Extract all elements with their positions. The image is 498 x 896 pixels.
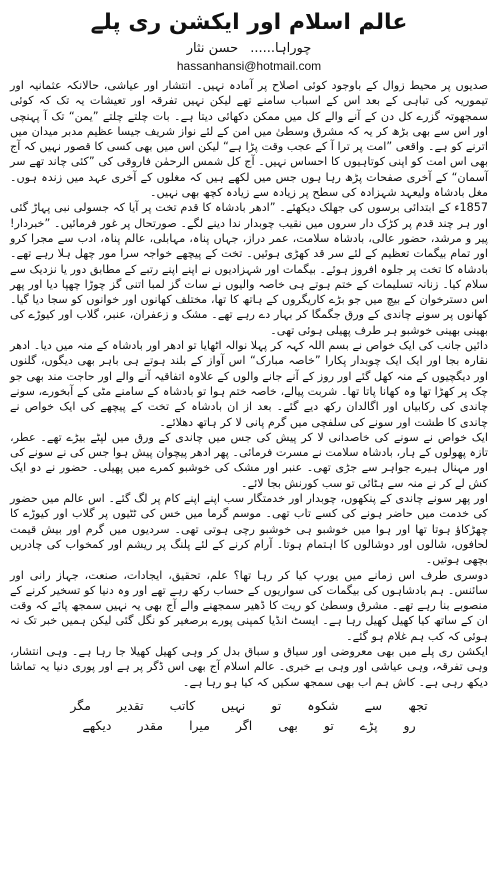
verse-word: میرا xyxy=(189,717,210,733)
paragraph: 1857ء کے ابتدائی برسوں کی جھلک دیکھئے۔ ”ادھر بادشاہ کا قدم تخت پر آیا کہ جسولی نبی پہاڑ گئی اور ہر چند قدم پر کڑک دار سروں میں نقیب چوبدار ندا دینے لگے۔ صورتحال پر غور فرمائیں۔ ”خبردار! پیر و مرشد، حضور عالی، بادشاہ سلامت، عمر دراز، جہاں پناہ، مہابلی، عالم پناہ، ادب سے مجرا کرو اور تمام بیگمات تعظیم کے لئے سر قد کھڑی ہوئیں۔ تخت کے پیچھے خواجہ سرا مور چھل ہلا رہے تھے۔ بادشاہ کا تخت پر جلوہ افروز ہوئے۔ بیگمات اور شہزادیوں نے اپنے اپنے رتبے کے مطابق دور یا نزدیک سے سلام کیا۔ زنانہ تسلیمات کے ختم ہوتے ہی خاصہ والیوں نے سات گز لمبا اتنی گز چوڑا چھپا دیا اور پھر اس دسترخوان کے بیچ میں جو بڑے کاریگروں کے ہاتھ کا تھا، مختلف کھانوں اور خوانوں کو سجا دیا گیا۔ کھانوں پر سونے چاندی کے ورق جگمگا کر بہار دے رہے تھے۔ مشک و زعفران، عنبر، گلاب اور کیوڑے کی بھینی بھینی خوشبو ہر طرف پھیلی ہوئی تھی۔ xyxy=(10,201,488,337)
paragraph: اور پھر سونے چاندی کے پنکھوں، چوبدار اور خدمتگار سب اپنے اپنے کام پر لگ گئے۔ اس عالم میں حضور کی خدمت میں حاضر ہونے کی کسے تاب تھی۔ موسم گرما میں خس کی ٹٹیوں پر گلاب اور کیوڑے کا چھڑکاؤ ہوتا تھا اور ہوا میں خوشبو ہی خوشبو رچی ہوتی تھی۔ سردیوں میں گرم اور بیش قیمت لحافوں، شالوں اور دوشالوں کا اہتمام ہوتا۔ آرام کرنے کے لئے پلنگ پر ریشم اور کمخواب کی چادریں بچھی ہوتیں۔ xyxy=(10,492,488,567)
verse-word: سے xyxy=(364,697,383,713)
byline xyxy=(10,40,488,58)
author-email[interactable]: hassanhansi@hotmail.com xyxy=(176,59,322,73)
verse-word: پڑے xyxy=(359,717,378,733)
verse-word: دیکھے xyxy=(82,717,112,733)
article-body xyxy=(10,78,488,690)
author-name: حسن نثار xyxy=(186,41,239,56)
paragraph: دائیں جانب کی ایک خواص نے بسم اللہ کہہ کر پہلا نوالہ اٹھایا تو ادھر اور بادشاہ کے منہ میں دیا۔ ادھر نقارہ بجا اور ایک ایک چوبدار پکارا ”خاصہ مبارک“ اس آواز کے بلند ہوتے ہی باہر بھی دیگوں، گلنوں اور دیگچیوں کے منہ کھل گئے اور روز کے آنے جانے والوں کے علاوہ اتفاقیہ آنے والے اور حاجت مند بھی جو چک پر کھڑا تھا وہ کھانا پاتا تھا۔ شربت پیالے، خاصہ ختم ہوا تو بادشاہ کے سامنے مٹی کے آبخورے، سونے چاندی کی رکابیاں اور اگالدان رکھ دیے گئے۔ بعد از ان بادشاہ کے تخت کے پیچھے کی ایک خواص نے چاندی کا طشت اور سونے کی سلفچی میں گرم پانی لا کر ہاتھ دھلائے۔ xyxy=(10,339,488,429)
verse-line-2 xyxy=(10,716,488,736)
verse-word: بھی xyxy=(278,717,298,733)
paragraph: ایکشن ری پلے میں بھی معروضی اور سیاق و سباق بدل کر وہی کھیل کھیلا جا رہا ہے۔ وہی انتشار، وہی تفرقہ، وہی عیاشی اور وہی بے خبری۔ عالم اسلام آج بھی اس ڈگر پر ہے اور پوری دنیا یہ تماشا دیکھ رہی ہے۔ کاش ہم اب بھی سمجھ سکیں کہ کیا ہو رہا ہے۔ xyxy=(10,644,488,689)
closing-verse xyxy=(10,696,488,736)
verse-word: مقدر xyxy=(137,717,164,733)
verse-word: کاتب xyxy=(169,697,196,713)
verse-word: تقدیر xyxy=(116,697,144,713)
verse-word: مگر xyxy=(70,697,91,713)
paragraph: ایک خواص نے سونے کی خاصدانی لا کر پیش کی جس میں چاندی کے ورق میں لپٹے بیڑے تھے۔ عطر، تازہ پھولوں کے ہار، بادشاہ سلامت نے مسرت فرمائی۔ پھر ادھر پیچوان پیش ہوا جس کی نے سونے کی اور مہنال ہیرے جواہر سے جڑی تھی۔ عنبر اور مشک کی خوشبو کمرے میں پھیلی۔ حضور نے دو ایک کش لے کر نے منہ سے ہٹائی تو سب کورنش بجا لائے۔ xyxy=(10,430,488,490)
verse-word: شکوہ xyxy=(307,697,339,713)
verse-word: رو xyxy=(403,717,416,733)
article-title: عالم اسلام اور ایکشن ری پلے xyxy=(90,10,408,35)
verse-line-1 xyxy=(10,696,488,716)
paragraph: صدیوں پر محیط زوال کے باوجود کوئی اصلاح پر آمادہ نہیں۔ انتشار اور عیاشی، حالانکہ عثمانیہ اور تیموریہ کی تباہی کے بعد اس کے اسباب سامنے تھے لیکن نہیں تفرقہ اور تعیشات یہ تک کہ کوئی سمجھوتہ گزرے کل دن کے آنے والے کل میں ممکن دکھائی دیتا ہے۔ بات چلتے چلتے ”یمن“ تک آ پہنچی اور اس سے بھی بڑھ کر یہ کہ مشرق وسطیٰ میں امن کے لئے نواز شریف جیسا عظیم مدبر میدان میں اترنے کو ہے۔ واقعی ”امت پر ترا آ کے عجب وقت پڑا ہے“ لیکن اس میں بھی کسی کا قصور نہیں کہ آج بھی اس امت کو اپنی کوتاہیوں کا احساس نہیں۔ آج کل شمس الرحمٰن فاروقی کی ”کئی چاند تھے سر آسمان“ کے آخری صفحات پڑھ رہا ہوں جس میں لکھے ہیں کہ مغلوں کے آخری عہد میں زندہ ہوں۔ مغل بادشاہ ولیعہد شہزادہ کی سطح پر زیادہ سے زیادہ کچھ بھی نہیں۔ xyxy=(10,79,488,200)
paragraph: دوسری طرف اس زمانے میں یورپ کیا کر رہا تھا؟ علم، تحقیق، ایجادات، صنعت، جہاز رانی اور سائنس۔ ہم بادشاہوں کی بیگمات کی سواریوں کے حساب رکھ رہے تھے اور وہ دنیا کو تسخیر کرنے کے منصوبے بنا رہے تھے۔ مشرق وسطیٰ کو ریت کا ڈھیر سمجھنے والے آج بھی یہ نہیں سمجھ پائے کہ وقت ان کے ساتھ کیا کھیل کھیل رہا ہے۔ ایسٹ انڈیا کمپنی پورے برصغیر کو نگل گئی لیکن ہمیں خبر تک نہ ہوئی کہ کب ہم غلام ہو گئے۔ xyxy=(10,568,488,643)
verse-word: اگر xyxy=(235,717,253,733)
verse-word: تجھ xyxy=(408,697,428,713)
verse-word: تو xyxy=(271,697,282,713)
column-name: چوراہا...... xyxy=(250,41,312,56)
verse-word: تو xyxy=(323,717,334,733)
verse-word: نہیں xyxy=(221,697,246,713)
